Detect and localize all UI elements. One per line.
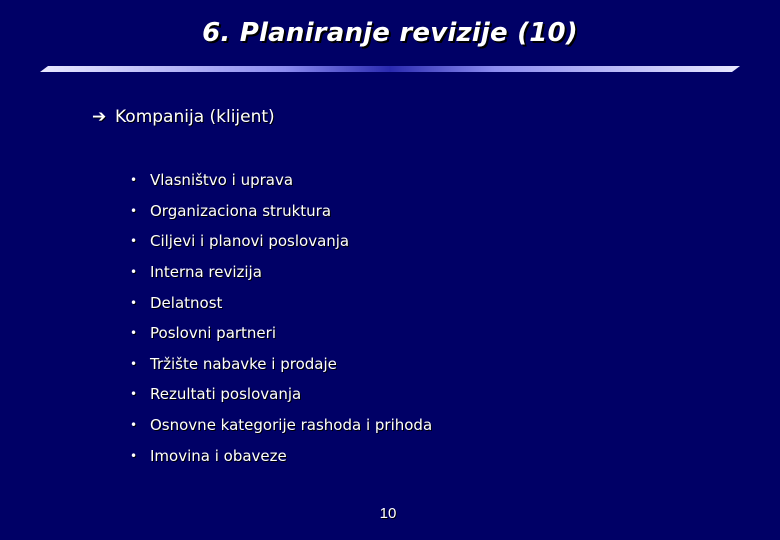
section-heading	[92, 107, 275, 127]
bullet-icon: •	[130, 356, 138, 371]
list-item-text: Rezultati poslovanja	[150, 385, 302, 404]
section-heading-text: Kompanija (klijent)	[115, 107, 275, 127]
list-item-text: Imovina i obaveze	[150, 446, 287, 465]
bullet-icon: •	[130, 295, 138, 310]
bullet-list	[130, 165, 432, 471]
page-number: 10	[379, 505, 397, 522]
bullet-icon: •	[130, 387, 138, 402]
list-item	[130, 257, 432, 288]
list-item-text: Ciljevi i planovi poslovanja	[150, 232, 350, 251]
bullet-icon: •	[130, 203, 138, 218]
list-item-text: Osnovne kategorije rashoda i prihoda	[150, 416, 433, 435]
list-item	[130, 349, 432, 380]
list-item-text: Interna revizija	[150, 263, 262, 282]
bullet-icon: •	[130, 173, 138, 188]
bullet-icon: •	[130, 418, 138, 433]
bullet-icon: •	[130, 265, 138, 280]
list-item	[130, 410, 432, 441]
list-item	[130, 440, 432, 471]
bullet-icon: •	[130, 326, 138, 341]
title-underline	[40, 64, 740, 74]
right-arrow-icon: ➔	[92, 107, 107, 127]
list-item-text: Vlasništvo i uprava	[150, 171, 294, 190]
bullet-icon: •	[130, 234, 138, 249]
list-item	[130, 379, 432, 410]
list-item-text: Poslovni partneri	[150, 324, 276, 343]
list-item	[130, 318, 432, 349]
list-item	[130, 196, 432, 227]
list-item	[130, 165, 432, 196]
slide-title: 6. Planiranje revizije (10)	[202, 18, 578, 48]
list-item	[130, 226, 432, 257]
list-item-text: Organizaciona struktura	[150, 201, 332, 220]
list-item	[130, 287, 432, 318]
list-item-text: Tržište nabavke i prodaje	[150, 354, 337, 373]
list-item-text: Delatnost	[150, 293, 223, 312]
bullet-icon: •	[130, 448, 138, 463]
